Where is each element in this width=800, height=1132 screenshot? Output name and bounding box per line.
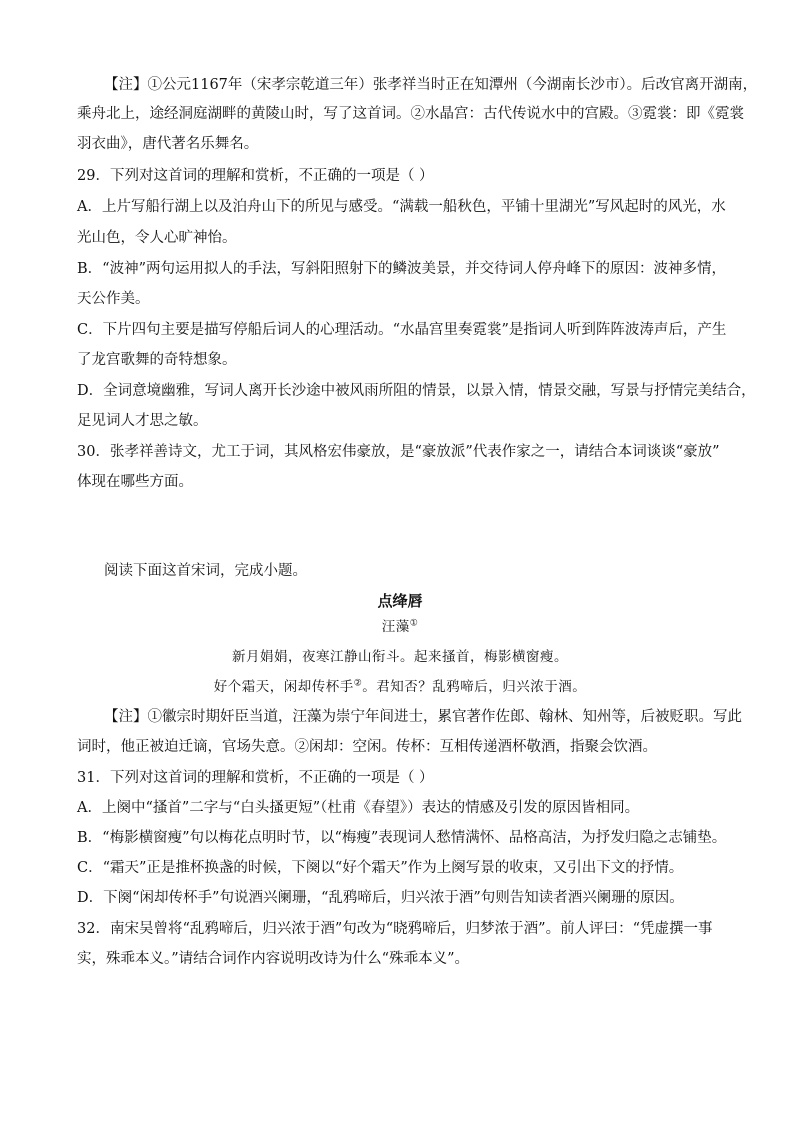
q30-line-2: 体现在哪些方面。 (77, 474, 193, 490)
q31-stem: 31．下列对这首词的理解和赏析，不正确的一项是（ ） (77, 770, 434, 786)
q29-option-d-line-2: 足见词人才思之敏。 (77, 413, 208, 429)
poem-line-1: 新月娟娟，夜寒江静山衔斗。起来搔首，梅影横窗瘦。 (232, 649, 568, 665)
q31-option-d: D．下阕“闲却传杯手”句说酒兴阑珊，“乱鸦啼后，归兴浓于酒”句则告知读者酒兴阑珊的原因。 (77, 890, 684, 906)
q32-line-2: 实，殊乖本义。”请结合词作内容说明改诗为什么“殊乖本义”。 (77, 951, 469, 967)
note-line-2: 乘舟北上，途经洞庭湖畔的黄陵山时，写了这首词。②水晶宫：古代传说水中的宫殿。③霓裳：即《霓裳 (77, 106, 744, 122)
note2-line-2: 词时，他正被迫迁谪，官场失意。②闲却：空闲。传杯：互相传递酒杯敬酒，指聚会饮酒。 (77, 739, 657, 755)
q32-line-1: 32．南宋吴曾将“乱鸦啼后，归兴浓于酒”句改为“晓鸦啼后，归梦浓于酒”。前人评曰：“凭虚撰一事 (77, 921, 713, 937)
q31-option-b: B．“梅影横窗瘦”句以梅花点明时节，以“梅瘦”表现词人愁情满怀、品格高洁，为抒发归隐之志铺垫。 (77, 830, 727, 846)
section-intro: 阅读下面这首宋词，完成小题。 (104, 563, 307, 579)
q31-option-c: C．“霜天”正是推杯换盏的时候，下阕以“好个霜天”作为上阕写景的收束，又引出下文的抒情。 (77, 860, 684, 876)
q29-option-a-line-1: A．上片写船行湖上以及泊舟山下的所见与感受。“满载一船秋色，平铺十里湖光”写风起时的风光，水 (77, 199, 726, 215)
poem-author: 汪藻① (381, 618, 419, 635)
footnote-mark: ① (409, 618, 419, 629)
q29-option-c-line-2: 了龙宫歌舞的奇特想象。 (77, 352, 237, 368)
poem-title: 点绛唇 (377, 592, 423, 610)
note-line-3: 羽衣曲》，唐代著名乐舞名。 (77, 136, 259, 152)
q29-option-a-line-2: 光山色，令人心旷神怡。 (77, 230, 237, 246)
q31-option-a: A．上阕中“搔首”二字与“白头搔更短”（杜甫《春望》）表达的情感及引发的原因皆相同。 (77, 800, 640, 816)
q30-line-1: 30．张孝祥善诗文，尤工于词，其风格宏伟豪放，是“豪放派”代表作家之一，请结合本词谈谈“豪放” (77, 444, 720, 460)
note-line-1: 【注】①公元1167年（宋孝宗乾道三年）张孝祥当时正在知潭州（今湖南长沙市）。后改官离开湖南， (104, 77, 758, 93)
q29-option-c-line-1: C．下片四句主要是描写停船后词人的心理活动。“水晶宫里奏霓裳”是指词人听到阵阵波涛声后，产生 (77, 322, 727, 338)
footnote-mark: ② (353, 678, 363, 689)
q29-option-b-line-2: 天公作美。 (77, 291, 150, 307)
poem-line-2: 好个霜天，闲却传杯手②。君知否？乱鸦啼后，归兴浓于酒。 (213, 678, 587, 695)
q29-option-d-line-1: D．全词意境幽雅，写词人离开长沙途中被风雨所阻的情景，以景入情，情景交融，写景与抒情完美结合， (77, 383, 756, 399)
q29-stem: 29．下列对这首词的理解和赏析，不正确的一项是（ ） (77, 168, 434, 184)
q29-option-b-line-1: B．“波神”两句运用拟人的手法，写斜阳照射下的鳞波美景，并交待词人停舟峰下的原因：波神多情， (77, 261, 726, 277)
note2-line-1: 【注】①徽宗时期奸臣当道，汪藻为崇宁年间进士，累官著作佐郎、翰林、知州等，后被贬职。写此 (104, 709, 742, 725)
